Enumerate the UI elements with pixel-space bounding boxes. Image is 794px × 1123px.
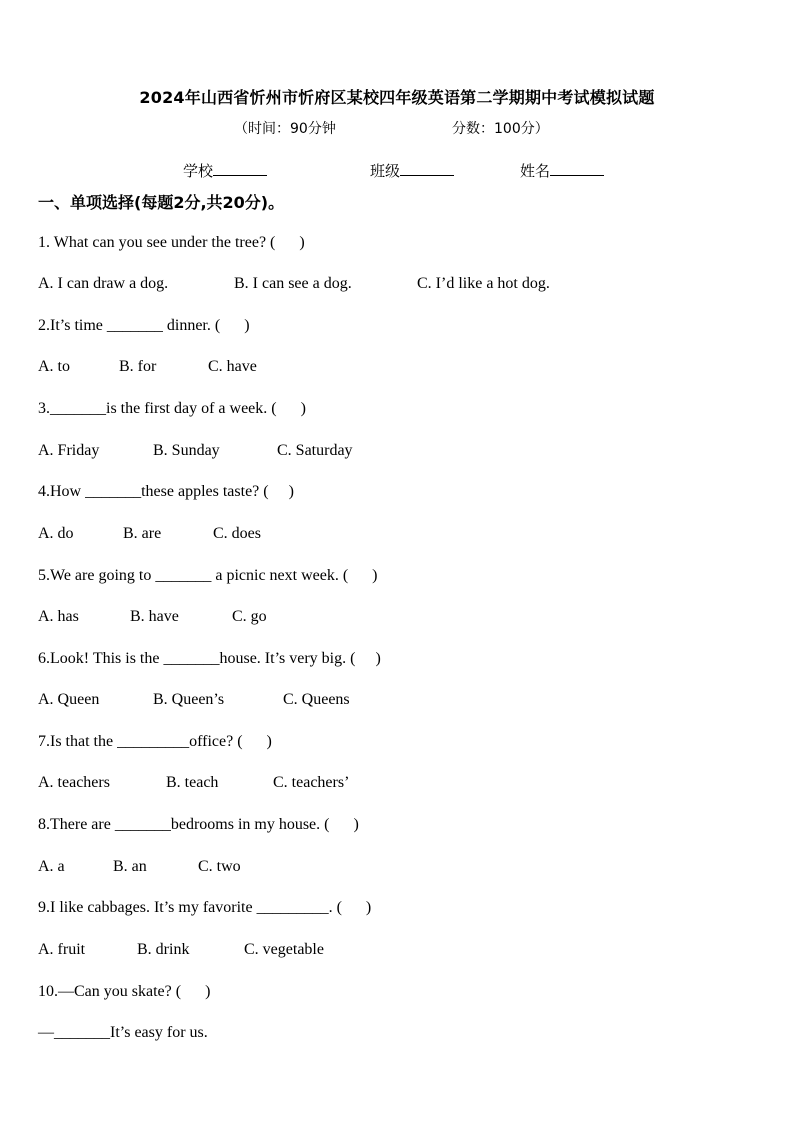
- question-stem: 9.I like cabbages. It’s my favorite _________. ( ): [38, 899, 372, 916]
- page-title: 2024年山西省忻州市忻府区某校四年级英语第二学期期中考试模拟试题: [139, 88, 655, 107]
- option-c: C. I’d like a hot dog.: [417, 275, 550, 292]
- exam-score: 分数：100分）: [452, 121, 549, 137]
- option-a: A. a: [38, 858, 65, 875]
- answer-line: —_______It’s easy for us.: [38, 1024, 208, 1041]
- option-c: C. Queens: [283, 691, 350, 708]
- option-b: B. Sunday: [153, 442, 220, 459]
- option-b: B. Queen’s: [153, 691, 225, 708]
- class-label: 班级: [370, 162, 401, 180]
- option-c: C. Saturday: [277, 442, 353, 459]
- name-label: 姓名: [520, 162, 551, 180]
- option-a: A. Queen: [38, 691, 100, 708]
- option-b: B. for: [119, 358, 157, 375]
- question-stem: 3._______is the first day of a week. ( ): [38, 400, 306, 417]
- name-field: [520, 160, 604, 181]
- option-b: B. drink: [137, 941, 190, 958]
- question-stem: 8.There are _______bedrooms in my house. ( ): [38, 816, 359, 833]
- option-b: B. teach: [166, 774, 219, 791]
- question-stem: 7.Is that the _________office? ( ): [38, 733, 272, 750]
- option-a: A. to: [38, 358, 70, 375]
- option-c: C. have: [208, 358, 257, 375]
- section-heading: 一、单项选择(每题2分,共20分)。: [38, 193, 285, 212]
- option-a: A. has: [38, 608, 79, 625]
- option-b: B. an: [113, 858, 147, 875]
- exam-time: （时间：90分钟: [234, 121, 336, 137]
- option-a: A. teachers: [38, 774, 110, 791]
- option-a: A. fruit: [38, 941, 86, 958]
- school-field: [183, 160, 267, 181]
- option-a: A. I can draw a dog.: [38, 275, 169, 292]
- school-label: 学校: [183, 162, 214, 180]
- option-b: B. I can see a dog.: [234, 275, 352, 292]
- class-blank: [400, 161, 454, 176]
- option-b: B. are: [123, 525, 162, 542]
- name-blank: [550, 161, 604, 176]
- question-stem: 6.Look! This is the _______house. It’s very big. ( ): [38, 650, 381, 667]
- school-blank: [213, 161, 267, 176]
- option-c: C. does: [213, 525, 261, 542]
- question-stem: 1. What can you see under the tree? ( ): [38, 234, 305, 251]
- question-stem: 2.It’s time _______ dinner. ( ): [38, 317, 250, 334]
- option-c: C. go: [232, 608, 267, 625]
- option-c: C. vegetable: [244, 941, 324, 958]
- class-field: [370, 160, 454, 181]
- option-b: B. have: [130, 608, 179, 625]
- option-c: C. teachers’: [273, 774, 350, 791]
- option-a: A. Friday: [38, 442, 100, 459]
- option-a: A. do: [38, 525, 74, 542]
- question-stem: 10.—Can you skate? ( ): [38, 983, 211, 1000]
- question-stem: 5.We are going to _______ a picnic next week. ( ): [38, 567, 378, 584]
- question-stem: 4.How _______these apples taste? ( ): [38, 483, 294, 500]
- option-c: C. two: [198, 858, 241, 875]
